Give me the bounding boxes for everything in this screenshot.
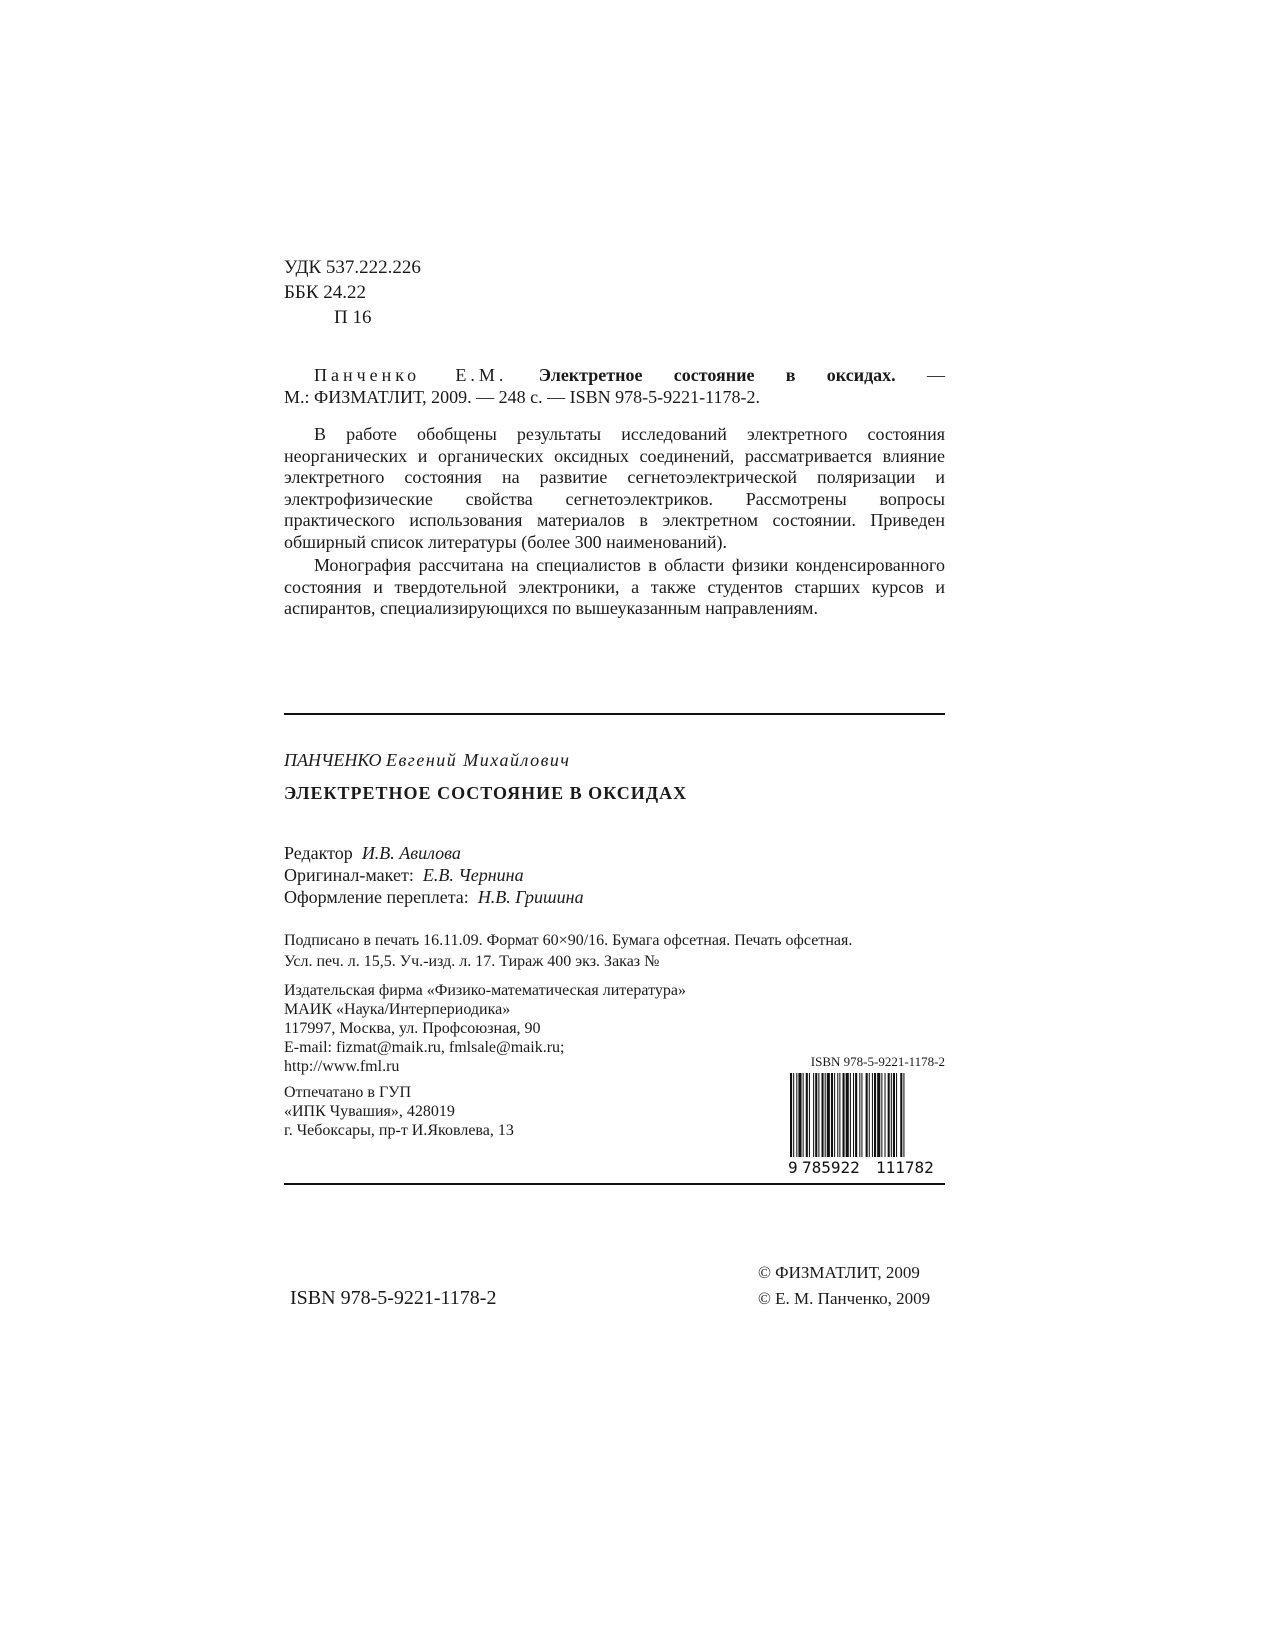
- publisher-info: [284, 981, 686, 1076]
- bib-author: Панченко Е.М.: [314, 365, 508, 385]
- copyright-line-1: [758, 1260, 930, 1286]
- bibliographic-record: [284, 365, 945, 408]
- top-divider: [284, 713, 945, 715]
- credit-role: Редактор: [284, 843, 353, 863]
- copyright-holder-publisher: ФИЗМАТЛИТ, 2009: [775, 1263, 920, 1282]
- udk-code: УДК 537.222.226: [284, 257, 421, 278]
- copyright-icon: ©: [758, 1289, 771, 1308]
- printer-line: «ИПК Чувашия», 428019: [284, 1103, 455, 1120]
- copyright-line-2: [758, 1286, 930, 1312]
- imprint-author: [284, 748, 570, 772]
- bottom-divider: [284, 1183, 945, 1185]
- imprint-author-name: Евгений Михайлович: [386, 750, 571, 770]
- imprint-book-title: ЭЛЕКТРЕТНОЕ СОСТОЯНИЕ В ОКСИДАХ: [284, 783, 688, 803]
- svg-text:111782: 111782: [876, 1158, 934, 1175]
- imprint-author-surname: ПАНЧЕНКО: [284, 750, 382, 770]
- abstract: [284, 424, 945, 620]
- print-info-line: Подписано в печать 16.11.09. Формат 60×90/16. Бумага офсетная. Печать офсетная.: [284, 932, 853, 949]
- credit-role: Оригинал-макет:: [284, 865, 414, 885]
- bbk-code: ББК 24.22: [284, 282, 366, 303]
- bib-dash: —: [927, 365, 945, 385]
- svg-text:785922: 785922: [802, 1158, 860, 1175]
- credit-role: Оформление переплета:: [284, 887, 469, 907]
- print-info: [284, 930, 852, 972]
- abstract-paragraph-2: Монография рассчитана на специалистов в области физики конденсированного состояния и твердотельной электроники, а также студентов старших курсов и аспирантов, специализирующихся по вышеуказанным направлениям.: [284, 555, 945, 618]
- publisher-line: E-mail: fizmat@maik.ru, fmlsale@maik.ru;: [284, 1039, 565, 1056]
- credit-layout: [284, 864, 584, 886]
- isbn-barcode: [788, 1054, 945, 1175]
- barcode-icon: [788, 1073, 945, 1175]
- credit-editor: [284, 842, 584, 864]
- author-sign-code: П 16: [334, 307, 372, 328]
- bib-line-2: М.: ФИЗМАТЛИТ, 2009. — 248 с. — ISBN 978-5-9221-1178-2.: [284, 386, 760, 407]
- svg-text:9: 9: [788, 1158, 798, 1175]
- publisher-line: Издательская фирма «Физико-математическая литература»: [284, 982, 686, 999]
- copyright-block: [758, 1260, 930, 1312]
- credit-name: И.В. Авилова: [361, 843, 461, 863]
- credit-name: Н.В. Гришина: [477, 887, 584, 907]
- copyright-holder-author: Е. М. Панченко, 2009: [775, 1289, 931, 1308]
- credits: [284, 842, 584, 908]
- copyright-icon: ©: [758, 1263, 771, 1282]
- print-info-line: Усл. печ. л. 15,5. Уч.-изд. л. 17. Тираж 400 экз. Заказ №: [284, 953, 660, 970]
- credit-name: Е.В. Чернина: [422, 865, 524, 885]
- publisher-line: http://www.fml.ru: [284, 1058, 400, 1075]
- footer-isbn: ISBN 978-5-9221-1178-2: [290, 1287, 497, 1309]
- printer-info: [284, 1083, 514, 1140]
- credit-cover: [284, 886, 584, 908]
- barcode-isbn-label: ISBN 978-5-9221-1178-2: [810, 1054, 945, 1069]
- publisher-line: 117997, Москва, ул. Профсоюзная, 90: [284, 1020, 541, 1037]
- bib-title: Электретное состояние в оксидах.: [538, 365, 896, 385]
- bib-line-1: [284, 365, 945, 387]
- printer-line: Отпечатано в ГУП: [284, 1084, 412, 1101]
- publisher-line: МАИК «Наука/Интерпериодика»: [284, 1001, 511, 1018]
- printer-line: г. Чебоксары, пр-т И.Яковлева, 13: [284, 1122, 514, 1139]
- abstract-paragraph-1: В работе обобщены результаты исследований электретного состояния неорганических и органических оксидных соединений, рассматривается влияние электретного состояния на развитие сегнетоэлектрической поляризации и электрофизические свойства сегнетоэлектриков. Рассмотрены вопросы практического использования материалов в электретном состоянии. Приведен обширный список литературы (более 300 наименований).: [284, 424, 945, 552]
